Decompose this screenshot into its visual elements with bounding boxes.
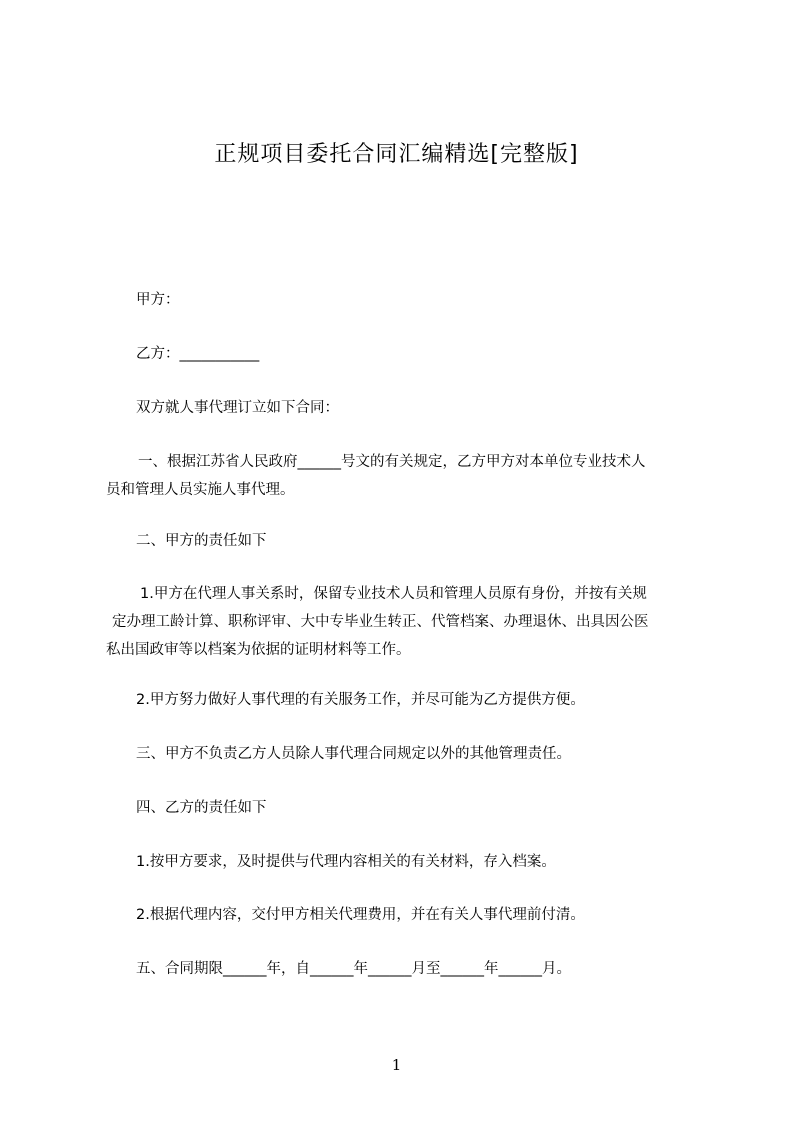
- clause2-item1-line3: 私出国政审等以档案为依据的证明材料等工作。: [106, 642, 411, 658]
- clause3-line: 三、甲方不负责乙方人员除人事代理合同规定以外的其他管理责任。: [136, 746, 571, 762]
- clause2-item2: 2.甲方努力做好人事代理的有关服务工作，并尽可能为乙方提供方便。: [136, 692, 585, 708]
- intro-line: 双方就人事代理订立如下合同：: [136, 400, 339, 416]
- party-b-line: 乙方：___________: [136, 346, 260, 362]
- clause2-item1-line1: 1.甲方在代理人事关系时，保留专业技术人员和管理人员原有身份，并按有关规: [140, 586, 647, 602]
- document-title: 正规项目委托合同汇编精选[完整版]: [214, 142, 579, 167]
- clause2-item1-line2: 定办理工龄计算、职称评审、大中专毕业生转正、代管档案、办理退休、出具因公医: [112, 614, 649, 630]
- clause4-item1: 1.按甲方要求，及时提供与代理内容相关的有关材料，存入档案。: [136, 854, 556, 870]
- clause2-heading: 二、甲方的责任如下: [136, 533, 267, 549]
- clause5-line: 五、合同期限______年，自______年______月至______年______月。: [136, 961, 571, 977]
- page-number: 1: [391, 1056, 402, 1074]
- clause1-line2: 员和管理人员实施人事代理。: [106, 482, 295, 498]
- clause1-line1: 一、根据江苏省人民政府______号文的有关规定，乙方甲方对本单位专业技术人: [138, 454, 646, 470]
- clause4-item2: 2.根据代理内容，交付甲方相关代理费用，并在有关人事代理前付清。: [136, 907, 585, 923]
- party-a-line: 甲方：: [136, 292, 180, 308]
- clause4-heading: 四、乙方的责任如下: [136, 800, 267, 816]
